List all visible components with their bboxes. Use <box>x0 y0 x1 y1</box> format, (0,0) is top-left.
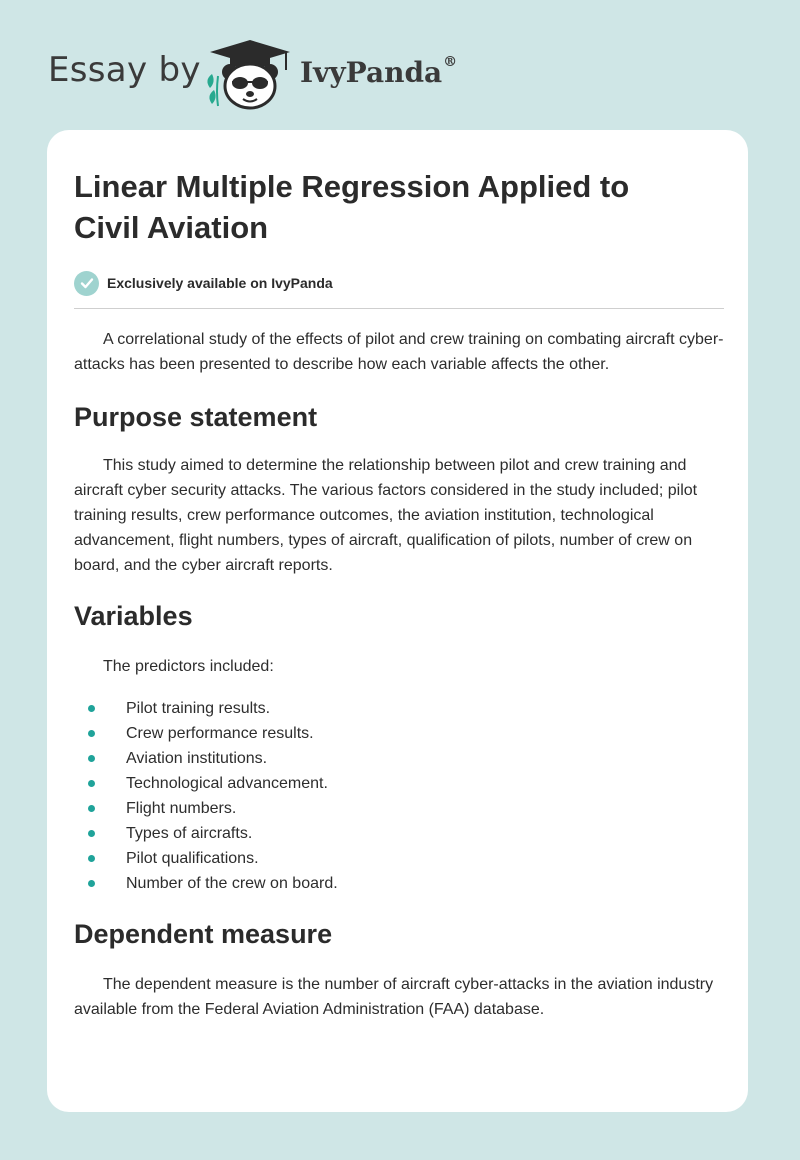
exclusive-badge-text: Exclusively available on IvyPanda <box>107 275 333 291</box>
intro-paragraph: A correlational study of the effects of pilot and crew training on combating aircraft cyber-attacks has been presented to describe how each variable affects the other. <box>74 331 724 373</box>
brand-text: IvyPanda <box>300 56 443 89</box>
bullet-dot <box>88 805 95 812</box>
bullet-dot <box>88 855 95 862</box>
divider <box>74 308 724 309</box>
title-line-1: Linear Multiple Regression Applied to <box>74 169 630 204</box>
list-item <box>74 796 724 821</box>
bullet-dot <box>88 880 95 887</box>
list-item-text: Pilot training results. <box>126 700 271 717</box>
list-item <box>74 721 724 746</box>
list-item <box>74 746 724 771</box>
brand-name[interactable] <box>300 53 458 89</box>
list-item <box>74 846 724 871</box>
dependent-paragraph: The dependent measure is the number of aircraft cyber-attacks in the aviation industry available from the Federal Aviation Administration (FAA) database. <box>74 976 714 1018</box>
list-item-text: Number of the crew on board. <box>126 875 338 892</box>
list-item <box>74 771 724 796</box>
bullet-dot <box>88 705 95 712</box>
essay-card <box>47 130 748 1112</box>
list-item <box>74 871 724 896</box>
bullet-dot <box>88 730 95 737</box>
panda-graduate-icon[interactable] <box>200 36 292 112</box>
list-item-text: Crew performance results. <box>126 725 314 742</box>
section-heading-variables: Variables <box>74 601 193 631</box>
check-icon <box>74 271 99 296</box>
list-item-text: Technological advancement. <box>126 775 328 792</box>
list-item-text: Types of aircrafts. <box>126 825 253 842</box>
variables-intro: The predictors included: <box>103 658 274 675</box>
purpose-paragraph: This study aimed to determine the relationship between pilot and crew training and aircraft cyber security attacks. The various factors considered in the study included; pilot training results, crew performance outcomes, the aviation institution, technological advancement, flight numbers, types of aircraft, qualification of pilots, number of crew on board, and the cyber aircraft reports. <box>74 457 698 574</box>
list-item-text: Flight numbers. <box>126 800 237 817</box>
essay-content <box>74 160 724 1022</box>
predictor-list <box>74 696 724 896</box>
list-item <box>74 821 724 846</box>
list-item-text: Aviation institutions. <box>126 750 268 767</box>
title-line-2: Civil Aviation <box>74 210 269 245</box>
section-heading-purpose: Purpose statement <box>74 402 318 432</box>
list-item <box>74 696 724 721</box>
site-header <box>0 0 800 120</box>
exclusive-badge <box>74 270 724 296</box>
bullet-dot <box>88 755 95 762</box>
registered-mark: ® <box>443 53 458 70</box>
bullet-dot <box>88 780 95 787</box>
bullet-dot <box>88 830 95 837</box>
list-item-text: Pilot qualifications. <box>126 850 259 867</box>
essay-by-label: Essay by <box>48 50 201 90</box>
page-title <box>74 166 724 248</box>
section-heading-dependent: Dependent measure <box>74 919 333 949</box>
